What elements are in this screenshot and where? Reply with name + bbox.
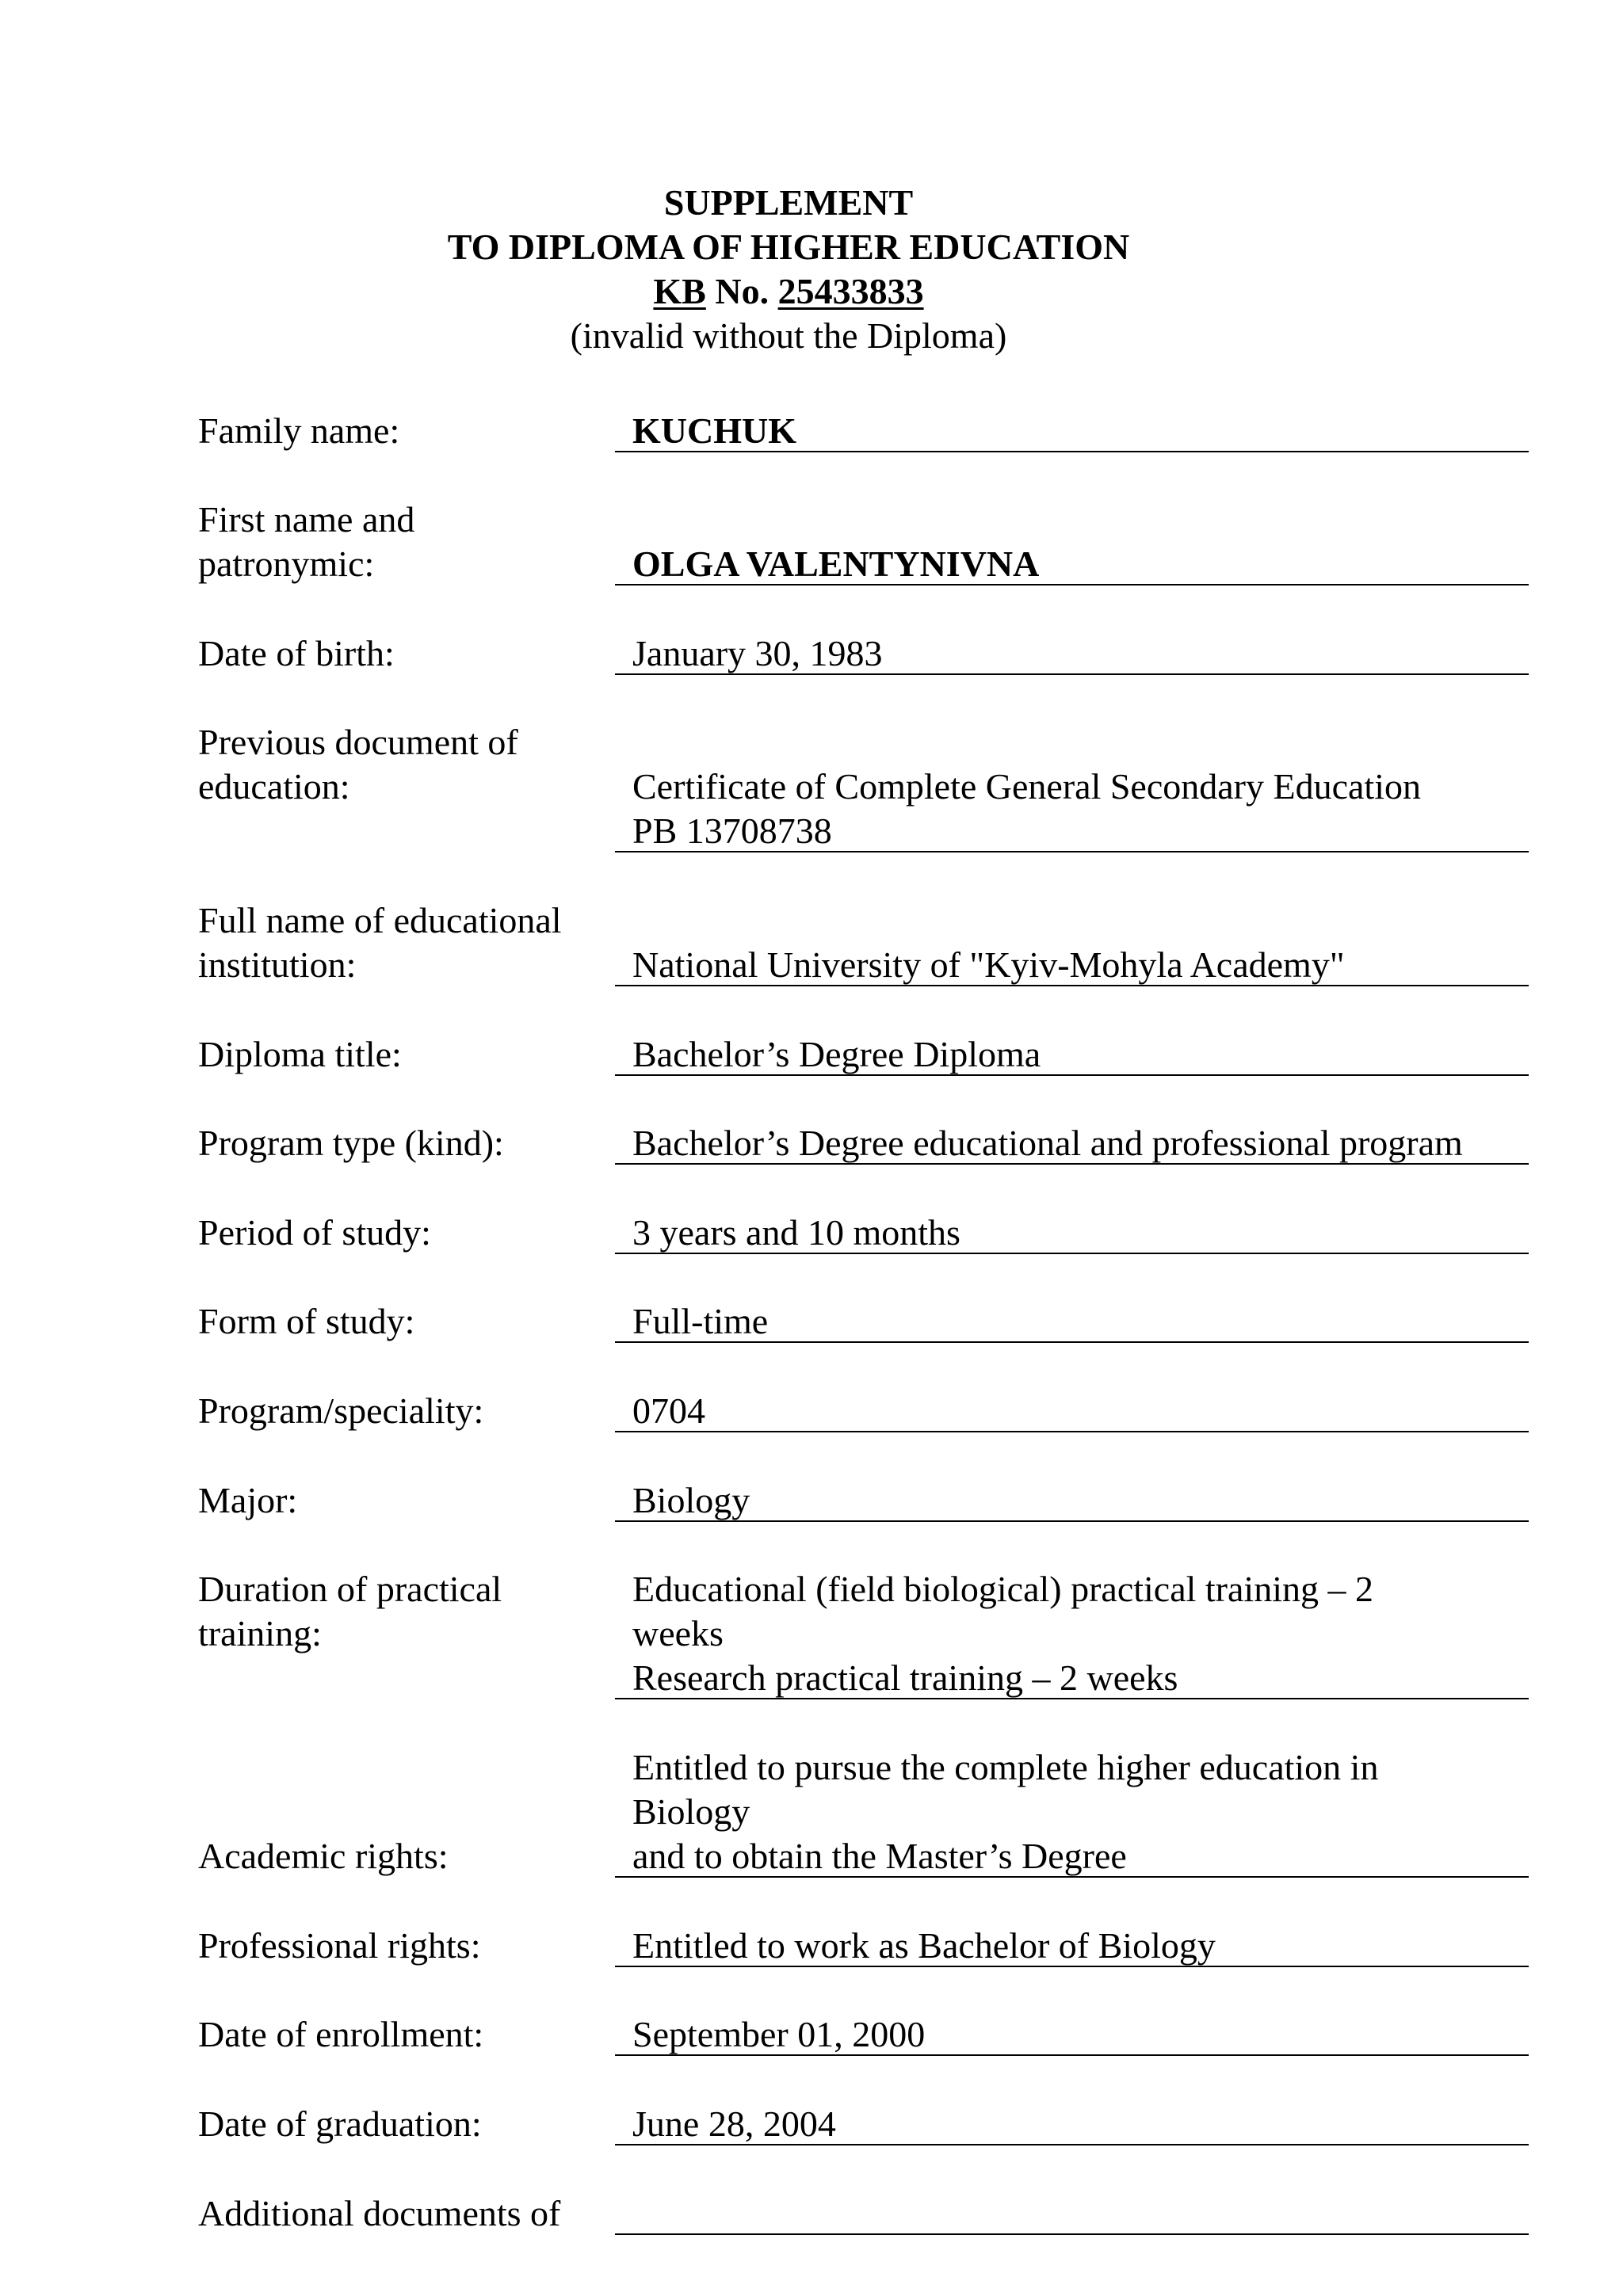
practical-value-line3: Research practical training – 2 weeks	[632, 1657, 1178, 1698]
birth-rule	[615, 673, 1529, 675]
program-type-label: Program type (kind):	[198, 1123, 504, 1163]
academic-label: Academic rights:	[198, 1836, 449, 1876]
period-label: Period of study:	[198, 1212, 431, 1253]
form-label: Form of study:	[198, 1301, 415, 1341]
major-value: Biology	[632, 1480, 750, 1520]
program-type-value: Bachelor’s Degree educational and professional program	[632, 1123, 1463, 1163]
diploma-title-rule	[615, 1074, 1529, 1076]
first-name-value: OLGA VALENTYNIVNA	[632, 543, 1040, 584]
first-name-label-line1: First name and	[198, 499, 415, 540]
first-name-label-line2: patronymic:	[198, 543, 375, 584]
major-label: Major:	[198, 1480, 298, 1520]
speciality-value: 0704	[632, 1390, 705, 1431]
practical-rule	[615, 1698, 1529, 1699]
additional-label: Additional documents of	[198, 2193, 561, 2233]
speciality-label: Program/speciality:	[198, 1390, 484, 1431]
family-name-label: Family name:	[198, 410, 400, 451]
first-name-rule	[615, 584, 1529, 585]
prev-doc-value-line1: Certificate of Complete General Secondary Education	[632, 766, 1421, 807]
birth-value: January 30, 1983	[632, 633, 883, 673]
birth-label: Date of birth:	[198, 633, 395, 673]
enrollment-label: Date of enrollment:	[198, 2014, 484, 2054]
number-label: No.	[715, 271, 769, 311]
enrollment-rule	[615, 2054, 1529, 2056]
practical-label-line1: Duration of practical	[198, 1569, 502, 1609]
graduation-value: June 28, 2004	[632, 2103, 836, 2144]
header-title: SUPPLEMENT	[663, 182, 914, 223]
institution-label-line1: Full name of educational	[198, 900, 562, 940]
graduation-label: Date of graduation:	[198, 2103, 482, 2144]
practical-value-line1: Educational (field biological) practical training – 2	[632, 1569, 1373, 1609]
document-header	[0, 181, 1577, 358]
practical-value-line2: weeks	[632, 1613, 724, 1653]
institution-label-line2: institution:	[198, 944, 357, 985]
additional-rule	[615, 2233, 1529, 2235]
prev-doc-value-line2: PB 13708738	[632, 810, 832, 851]
diploma-title-value: Bachelor’s Degree Diploma	[632, 1034, 1041, 1074]
period-rule	[615, 1253, 1529, 1254]
form-rule	[615, 1341, 1529, 1343]
speciality-rule	[615, 1431, 1529, 1432]
professional-value: Entitled to work as Bachelor of Biology	[632, 1925, 1216, 1966]
period-value: 3 years and 10 months	[632, 1212, 960, 1253]
form-value: Full-time	[632, 1301, 769, 1341]
family-name-rule	[615, 451, 1529, 452]
enrollment-value: September 01, 2000	[632, 2014, 926, 2054]
academic-rule	[615, 1876, 1529, 1878]
prev-doc-label-line2: education:	[198, 766, 350, 807]
major-rule	[615, 1520, 1529, 1522]
academic-value-line3: and to obtain the Master’s Degree	[632, 1836, 1127, 1876]
header-subtitle: TO DIPLOMA OF HIGHER EDUCATION	[447, 227, 1130, 267]
professional-label: Professional rights:	[198, 1925, 481, 1966]
header-note: (invalid without the Diploma)	[570, 315, 1007, 356]
prev-doc-label-line1: Previous document of	[198, 722, 518, 762]
program-type-rule	[615, 1163, 1529, 1165]
graduation-rule	[615, 2144, 1529, 2145]
professional-rule	[615, 1966, 1529, 1967]
diploma-number: 25433833	[777, 271, 924, 311]
diploma-title-label: Diploma title:	[198, 1034, 402, 1074]
prev-doc-rule	[615, 851, 1529, 852]
diploma-series: KB	[653, 271, 706, 311]
family-name-value: KUCHUK	[632, 410, 796, 451]
institution-rule	[615, 985, 1529, 986]
academic-value-line1: Entitled to pursue the complete higher education in	[632, 1747, 1379, 1787]
practical-label-line2: training:	[198, 1613, 322, 1653]
header-number-line	[0, 269, 1577, 314]
academic-value-line2: Biology	[632, 1791, 750, 1832]
institution-value: National University of "Kyiv-Mohyla Academy"	[632, 944, 1345, 985]
